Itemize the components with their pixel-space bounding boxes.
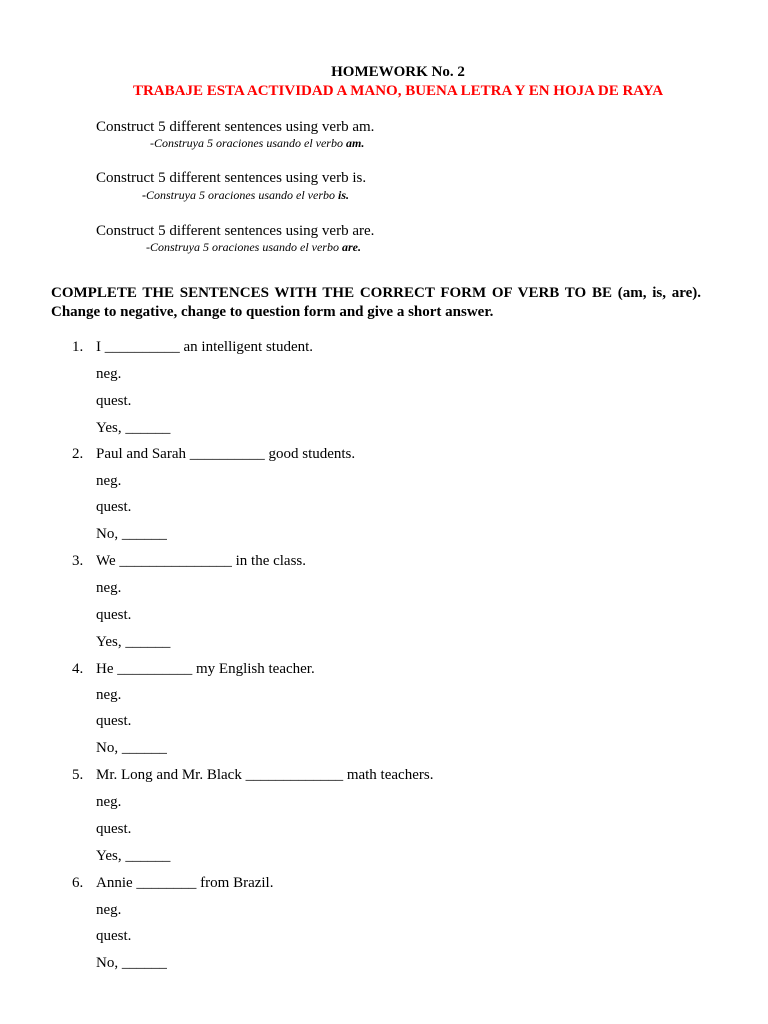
question-neg: neg. (96, 580, 122, 596)
translation-verb: is. (337, 188, 349, 202)
question-neg: neg. (96, 687, 122, 703)
translation-text: -Construya 5 oraciones usando el verbo (146, 240, 342, 254)
question-short-answer: Yes, ______ (96, 848, 171, 864)
question-quest: quest. (96, 713, 132, 729)
exercise-heading-line1: COMPLETE THE SENTENCES WITH THE CORRECT FORM OF VERB TO BE (am, is, are). (51, 285, 701, 301)
instruction-am-translation (150, 136, 364, 150)
instruction-is-translation (142, 188, 349, 202)
question-neg: neg. (96, 366, 122, 382)
question-quest: quest. (96, 393, 132, 409)
translation-verb: are. (341, 240, 361, 254)
question-short-answer: No, ______ (96, 955, 167, 971)
question-quest: quest. (96, 499, 132, 515)
question-sentence: I __________ an intelligent student. (96, 339, 314, 355)
question-quest: quest. (96, 928, 132, 944)
question-number: 2. (72, 446, 84, 462)
question-neg: neg. (96, 473, 122, 489)
question-number: 1. (72, 339, 84, 355)
question-sentence: We _______________ in the class. (96, 553, 307, 569)
question-sentence: Annie ________ from Brazil. (96, 875, 274, 891)
page-subtitle: TRABAJE ESTA ACTIVIDAD A MANO, BUENA LETRA Y EN HOJA DE RAYA (132, 83, 664, 99)
instruction-am: Construct 5 different sentences using verb am. (96, 119, 375, 135)
question-short-answer: No, ______ (96, 526, 167, 542)
question-quest: quest. (96, 821, 132, 837)
question-sentence: Mr. Long and Mr. Black _____________ math teachers. (96, 767, 434, 783)
question-number: 5. (72, 767, 84, 783)
instruction-is: Construct 5 different sentences using verb is. (96, 170, 367, 186)
translation-dash: - (142, 188, 146, 202)
question-sentence: He __________ my English teacher. (96, 661, 315, 677)
question-short-answer: No, ______ (96, 740, 167, 756)
page-title: HOMEWORK No. 2 (331, 64, 465, 80)
question-number: 3. (72, 553, 84, 569)
question-quest: quest. (96, 607, 132, 623)
question-short-answer: Yes, ______ (96, 634, 171, 650)
question-number: 4. (72, 661, 84, 677)
translation-verb: am. (345, 136, 365, 150)
question-neg: neg. (96, 794, 122, 810)
question-sentence: Paul and Sarah __________ good students. (96, 446, 356, 462)
question-number: 6. (72, 875, 84, 891)
instruction-are-translation (146, 240, 361, 254)
question-neg: neg. (96, 902, 122, 918)
exercise-heading (51, 284, 701, 322)
instruction-are: Construct 5 different sentences using verb are. (96, 223, 375, 239)
exercise-heading-line2: Change to negative, change to question form and give a short answer. (51, 304, 494, 320)
translation-text: -Construya 5 oraciones usando el verbo (150, 136, 346, 150)
translation-text: Construya 5 oraciones usando el verbo (146, 188, 338, 202)
question-short-answer: Yes, ______ (96, 420, 171, 436)
